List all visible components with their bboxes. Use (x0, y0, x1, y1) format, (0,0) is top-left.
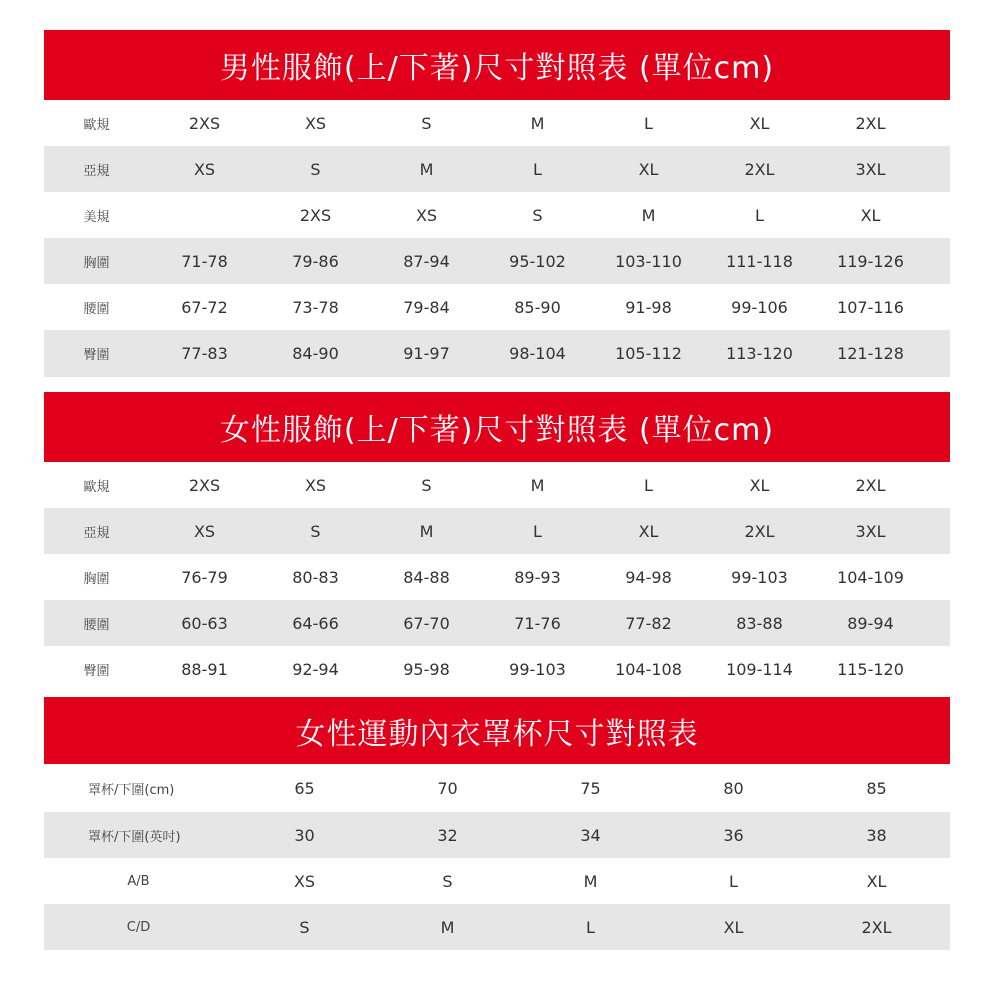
table-cell: XL (749, 113, 770, 133)
table-cell: S (421, 475, 432, 495)
table-cell: 87-94 (403, 251, 450, 271)
table-cell: 121-128 (837, 344, 904, 363)
table-cell: S (299, 917, 310, 937)
bra-table-title: 女性運動內衣罩杯尺寸對照表 (44, 697, 950, 764)
table-cell: 2XL (744, 521, 775, 541)
table-cell: 107-116 (837, 297, 904, 317)
table-cell: 2XL (861, 917, 892, 937)
table-cell: 64-66 (292, 613, 339, 633)
row-label: 罩杯/下圍(英吋) (88, 829, 181, 845)
table-row (44, 554, 950, 600)
row-label: A/B (127, 873, 150, 889)
table-cell: 95-98 (403, 659, 450, 679)
table-cell: XS (415, 205, 438, 225)
row-label: 臀圍 (83, 663, 110, 679)
table-cell: 95-102 (509, 251, 566, 271)
table-cell: 36 (723, 825, 744, 845)
table-cell: 98-104 (509, 344, 566, 363)
table-cell: 105-112 (615, 344, 682, 363)
table-cell: 71-78 (181, 251, 228, 271)
table-cell: 99-106 (731, 297, 788, 317)
table-row (44, 100, 950, 146)
table-cell: 109-114 (726, 659, 793, 679)
table-cell: XL (638, 521, 659, 541)
table-cell: 79-84 (403, 297, 450, 317)
row-label: 胸圍 (83, 255, 110, 271)
table-cell: 67-72 (181, 297, 228, 317)
table-cell: 79-86 (292, 251, 339, 271)
table-cell: 2XL (744, 159, 775, 179)
table-cell: 67-70 (403, 613, 450, 633)
table-cell: 91-97 (403, 344, 450, 363)
table-cell: L (586, 917, 595, 937)
table-cell: 77-82 (625, 613, 672, 633)
table-cell: L (533, 159, 542, 179)
table-cell: M (419, 159, 434, 179)
table-row (44, 600, 950, 646)
table-row (44, 284, 950, 330)
table-cell: L (729, 871, 738, 891)
table-row (44, 646, 950, 692)
table-cell: XL (638, 159, 659, 179)
table-cell: 89-94 (847, 613, 894, 633)
table-cell: S (532, 205, 543, 225)
table-cell: XL (866, 871, 887, 891)
row-label: 歐規 (83, 117, 110, 133)
table-cell: 83-88 (736, 613, 783, 633)
row-label: 亞規 (83, 525, 110, 541)
row-label: 胸圍 (83, 571, 110, 587)
table-cell: 71-76 (514, 613, 561, 633)
table-cell: M (530, 113, 545, 133)
table-cell: 111-118 (726, 251, 793, 271)
table-cell: 119-126 (837, 251, 904, 271)
table-cell: L (644, 475, 653, 495)
table-cell: 80-83 (292, 567, 339, 587)
row-label: 亞規 (83, 163, 110, 179)
row-label: C/D (126, 919, 151, 935)
table-row (44, 238, 950, 284)
table-cell: 70 (437, 778, 458, 798)
table-cell: 75 (580, 778, 601, 798)
row-label: 美規 (83, 209, 110, 225)
row-label: 腰圍 (83, 301, 110, 317)
table-cell: S (421, 113, 432, 133)
table-cell: M (440, 917, 455, 937)
table-cell: L (755, 205, 764, 225)
table-row (44, 508, 950, 554)
table-cell: M (583, 871, 598, 891)
table-row (44, 904, 950, 950)
table-cell: 38 (866, 825, 887, 845)
table-cell: 2XS (188, 475, 221, 495)
table-cell: L (533, 521, 542, 541)
table-row (44, 462, 950, 508)
table-cell: L (644, 113, 653, 133)
women-table-title: 女性服飾(上/下著)尺寸對照表 (單位cm) (44, 392, 950, 462)
row-label: 臀圍 (83, 348, 110, 363)
table-cell: 2XS (188, 113, 221, 133)
table-cell: 84-90 (292, 344, 339, 363)
table-cell: XS (193, 159, 216, 179)
table-cell: 104-108 (615, 659, 682, 679)
table-cell: 73-78 (292, 297, 339, 317)
table-cell: S (442, 871, 453, 891)
table-cell: 99-103 (509, 659, 566, 679)
table-cell: 34 (580, 825, 601, 845)
table-cell: 99-103 (731, 567, 788, 587)
table-cell: 104-109 (837, 567, 904, 587)
table-cell: XS (293, 871, 316, 891)
table-row (44, 812, 950, 858)
table-cell: 113-120 (726, 344, 793, 363)
table-cell: 77-83 (181, 344, 228, 363)
table-cell: M (641, 205, 656, 225)
table-cell: 88-91 (181, 659, 228, 679)
table-cell: S (310, 521, 321, 541)
table-cell: M (530, 475, 545, 495)
table-cell: 65 (294, 778, 315, 798)
table-cell: 30 (294, 825, 315, 845)
row-label: 歐規 (83, 479, 110, 495)
table-cell: 94-98 (625, 567, 672, 587)
table-cell: XS (304, 475, 327, 495)
table-cell: 3XL (855, 159, 886, 179)
table-cell: 85 (866, 778, 887, 798)
table-cell: 92-94 (292, 659, 339, 679)
table-cell: 76-79 (181, 567, 228, 587)
table-cell: 103-110 (615, 251, 682, 271)
table-cell: 2XL (855, 113, 886, 133)
table-row (44, 192, 950, 238)
table-cell: XS (193, 521, 216, 541)
men-table-title: 男性服飾(上/下著)尺寸對照表 (單位cm) (44, 30, 950, 100)
table-cell: XS (304, 113, 327, 133)
table-cell: 89-93 (514, 567, 561, 587)
table-cell: 32 (437, 825, 458, 845)
table-cell: XL (749, 475, 770, 495)
table-row (44, 858, 950, 904)
table-cell: 3XL (855, 521, 886, 541)
row-label: 腰圍 (83, 617, 110, 633)
row-label: 罩杯/下圍(cm) (88, 782, 175, 798)
table-cell: 80 (723, 778, 744, 798)
table-cell: XL (860, 205, 881, 225)
table-cell: 2XL (855, 475, 886, 495)
table-row (44, 764, 950, 812)
table-cell: 91-98 (625, 297, 672, 317)
table-cell: 115-120 (837, 659, 904, 679)
table-row (44, 146, 950, 192)
table-cell: 85-90 (514, 297, 561, 317)
table-row (44, 330, 950, 377)
table-cell: 2XS (299, 205, 332, 225)
table-cell: 60-63 (181, 613, 228, 633)
table-cell: 84-88 (403, 567, 450, 587)
table-cell: XL (723, 917, 744, 937)
table-cell: S (310, 159, 321, 179)
table-cell: M (419, 521, 434, 541)
